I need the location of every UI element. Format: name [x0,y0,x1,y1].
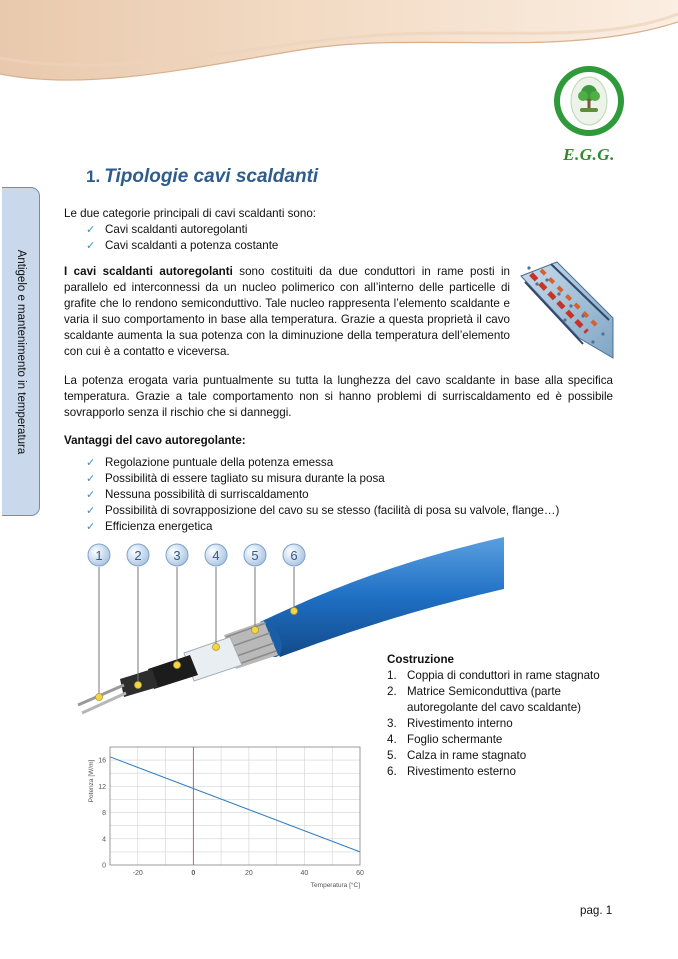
callout-6 [283,544,305,566]
x-tick-label: 20 [244,870,253,877]
list-item [64,471,559,487]
x-tick-label: 40 [300,870,309,877]
self-regulating-description [64,264,510,360]
plot-frame [110,747,360,865]
list-item-text: Efficienza energetica [105,520,213,533]
x-axis-label: Temperatura [°C] [310,882,360,889]
check-icon: ✓ [86,473,96,485]
intro-list [64,222,316,254]
list-item: 3. Rivestimento interno [387,717,513,730]
callout-5 [244,544,266,566]
y-tick-label: 16 [98,757,106,765]
title-number: 1. [86,167,101,186]
x-tick-label: -20 [132,870,143,877]
series-line [110,757,360,852]
list-item [64,503,559,519]
page-number: pag. 1 [580,904,613,917]
intro-block [64,206,316,254]
svg-text:1: 1 [95,548,103,563]
check-icon: ✓ [86,521,96,533]
svg-text:2: 2 [134,548,142,563]
svg-text:3: 3 [173,548,181,563]
list-item [64,222,316,238]
list-item-text: Regolazione puntuale della potenza emessa [105,456,334,469]
power-description: La potenza erogata varia puntualmente su tutta la lunghezza del cavo scaldante in base alla specifica temperatura. Grazie a tale comportamento non si hanno problemi di surriscaldamento ed è possibile sovrapporlo senza il rischio che si danneggi. [64,374,613,419]
advantages-list [64,455,559,535]
list-item [64,238,316,254]
x-tick-label: 60 [356,870,364,877]
construction-legend [387,652,619,780]
callout-3 [166,544,188,566]
check-icon: ✓ [86,489,96,501]
list-item-text: Cavi scaldanti a potenza costante [105,239,279,252]
page-title [86,166,318,188]
list-item-text: Cavi scaldanti autoregolanti [105,223,248,236]
cable-cutaway-image [517,258,615,362]
x-tick-label: 0 [191,870,196,877]
construction-title: Costruzione [387,653,454,666]
logo-emblem-icon [552,64,626,138]
list-item: 1. Coppia di conduttori in rame stagnato [387,669,600,682]
list-item [64,519,559,535]
section-side-tab [2,187,40,516]
list-item-text: Possibilità di sovrapposizione del cavo su se stesso (facilità di posa su valvole, flange…) [105,504,560,517]
list-item-text: Nessuna possibilità di surriscaldamento [105,488,309,501]
intro-text: Le due categorie principali di cavi scaldanti sono: [64,207,316,220]
side-tab-label: Antigelo e mantenimento in temperatura [14,249,27,454]
y-tick-label: 4 [102,836,106,844]
list-item: 2. Matrice Semiconduttiva (parte autoregolante del cavo scaldante) [387,685,582,714]
company-logo [552,64,626,165]
svg-text:5: 5 [251,548,259,563]
callout-1 [88,544,110,566]
check-icon: ✓ [86,240,96,252]
advantages-title: Vantaggi del cavo autoregolante: [64,434,246,447]
title-text: Tipologie cavi scaldanti [104,166,319,187]
list-item-text: Possibilità di essere tagliato su misura durante la posa [105,472,385,485]
check-icon: ✓ [86,224,96,236]
list-item [64,455,559,471]
power-temperature-chart [82,735,372,895]
logo-brand-text: E.G.G. [563,145,615,164]
svg-text:4: 4 [212,548,220,563]
list-item: 5. Calza in rame stagnato [387,749,527,762]
y-axis-label: Potenza [W/m] [88,759,95,803]
para1-bold: I cavi scaldanti autoregolanti [64,265,233,278]
list-item [64,487,559,503]
y-tick-label: 12 [98,783,106,791]
svg-text:6: 6 [290,548,298,563]
list-item: 6. Rivestimento esterno [387,765,516,778]
check-icon: ✓ [86,457,96,469]
para1-text: sono costituiti da due conduttori in rame posti in parallelo ed interconnessi da un nucleo polimerico con all’interno delle particelle di grafite che lo rendono semiconduttivo. Tale nucleo rappresenta l’elemento scaldante e varia il suo comportamento in base alla temperatura. Grazie a questa proprietà il cavo scaldante aumenta la sua potenza con la diminuzione della temperatura dell’elemento con cui è a contatto e viceversa. [64,265,510,358]
y-tick-label: 8 [102,810,106,818]
list-item: 4. Foglio schermante [387,733,503,746]
callout-2 [127,544,149,566]
y-tick-label: 0 [102,862,106,870]
callout-4 [205,544,227,566]
check-icon: ✓ [86,505,96,517]
construction-list [387,668,619,780]
